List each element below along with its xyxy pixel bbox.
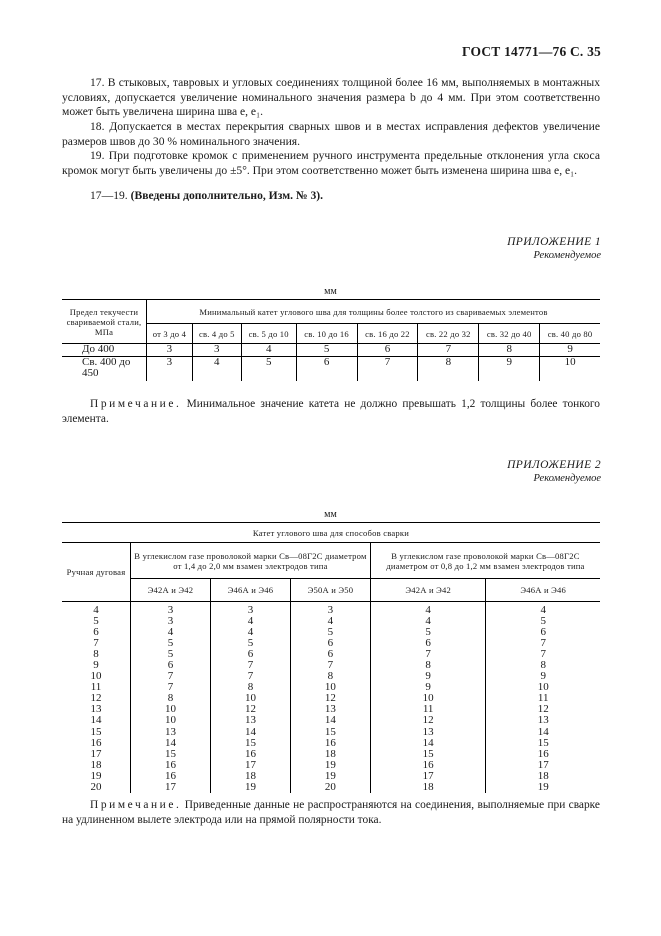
table2-cell: 7 — [210, 660, 290, 671]
table2-cell: 15 — [370, 749, 485, 760]
table2-cell: 12 — [290, 693, 370, 704]
table1-column-header: св. 4 до 5 — [192, 324, 241, 344]
table2-cell: 10 — [537, 681, 549, 694]
table2-cell: 16 — [131, 771, 211, 782]
table2-cell: 4 — [210, 616, 290, 627]
table2-cell: 5 — [62, 616, 131, 627]
table2-cell: 15 — [210, 738, 290, 749]
table2-cell: 18 — [62, 760, 131, 771]
table1-cell: 4 — [192, 357, 241, 382]
table2-cell: 3 — [131, 602, 211, 617]
appendix-2-heading — [507, 459, 601, 485]
table2-subcolumn-header: Э46А и Э46 — [486, 579, 600, 602]
table2-cell: 5 — [210, 638, 290, 649]
table2-cell: 9 — [540, 670, 546, 683]
table2-cell: 18 — [290, 749, 370, 760]
table2-cell: 10 — [62, 671, 131, 682]
table2-cell: 17 — [537, 758, 549, 771]
table1-cell: 8 — [418, 357, 479, 382]
paragraph-17: 17. В стыковых, тавровых и угловых соединениях толщиной более 16 мм, выполняемых в монтажных условиях, допускается увеличение номинального значения размера b до 4 мм. При этом соответственно может быть увеличена ширина шва e, e₁. — [62, 76, 600, 119]
table2-cell: 12 — [370, 715, 485, 726]
table2-cell: 9 — [62, 660, 131, 671]
appendix-2-note: Примечание. Приведенные данные не распространяются на соединения, выполняемые при сварке на удлиненном вылете электрода или на прямой полярности тока. — [62, 799, 600, 826]
table2-subcolumn-header: Э42А и Э42 — [131, 579, 211, 602]
table2-cell: 13 — [210, 715, 290, 726]
table2-cell: 4 — [210, 627, 290, 638]
table1-cell: 3 — [147, 357, 193, 382]
table1-row-label: До 400 — [62, 344, 147, 357]
table1-cell: 6 — [296, 357, 357, 382]
table2-cell: 4 — [370, 616, 485, 627]
table2-cell: 10 — [370, 693, 485, 704]
appendix-1-heading — [507, 236, 601, 262]
table2-cell: 10 — [290, 682, 370, 693]
table2-group1-header: В углекислом газе проволокой марки Св—08Г2С диаметром от 1,4 до 2,0 мм взамен электродов типа — [131, 543, 371, 579]
table2-cell: 3 — [131, 616, 211, 627]
table2-cell: 15 — [62, 727, 131, 738]
page-header: ГОСТ 14771—76 С. 35 — [462, 44, 601, 59]
table1-cell: 9 — [540, 344, 600, 357]
table2-cell: 10 — [210, 693, 290, 704]
table2-cell: 7 — [131, 682, 211, 693]
table2-cell: 16 — [537, 747, 549, 760]
table2-cell: 19 — [210, 782, 290, 793]
table2-row — [62, 715, 600, 726]
table2-cell: 5 — [290, 627, 370, 638]
table1-group-header: Минимальный катет углового шва для толщины более толстого из свариваемых элементов — [147, 300, 601, 324]
table2-cell: 16 — [290, 738, 370, 749]
table1-column-header: от 3 до 4 — [147, 324, 193, 344]
table2-cell: 8 — [210, 682, 290, 693]
table2-cell: 14 — [131, 738, 211, 749]
table2-cell: 18 — [370, 782, 485, 793]
table1-column-header: св. 40 до 80 — [540, 324, 600, 344]
appendix-1-unit: мм — [324, 286, 337, 297]
table2-cell: 10 — [131, 715, 211, 726]
table2-cell: 12 — [62, 693, 131, 704]
table1-cell: 3 — [147, 344, 193, 357]
table2-subcolumn-header: Э46А и Э46 — [210, 579, 290, 602]
table2-row — [62, 602, 600, 617]
table1-cell: 5 — [296, 344, 357, 357]
table1-column-header: св. 22 до 32 — [418, 324, 479, 344]
table2-cell: 17 — [62, 749, 131, 760]
table2-cell: 18 — [537, 769, 549, 782]
table2-cell: 14 — [62, 715, 131, 726]
table2-cell: 19 — [62, 771, 131, 782]
table2-cell: 4 — [62, 602, 131, 617]
appendix-2-subtitle: Рекомендуемое — [533, 473, 601, 484]
table1-cell: 7 — [418, 344, 479, 357]
appendix-1-title: ПРИЛОЖЕНИЕ 1 — [507, 236, 601, 248]
table2-cell: 14 — [210, 727, 290, 738]
table2-subcolumn-header: Э42А и Э42 — [370, 579, 485, 602]
table2-cell: 6 — [540, 626, 546, 639]
table1-cell: 8 — [479, 344, 540, 357]
table1-cell: 10 — [564, 356, 576, 368]
table2-cell: 11 — [370, 704, 485, 715]
table2-cell: 17 — [210, 760, 290, 771]
table2-cell: 7 — [210, 671, 290, 682]
table1-column-header: св. 5 до 10 — [241, 324, 296, 344]
appendix-1-note: Примечание. Минимальное значение катета не должно превышать 1,2 толщины более тонкого элемента. — [62, 398, 600, 425]
table1-cell: 7 — [357, 357, 418, 382]
table2-cell: 16 — [210, 749, 290, 760]
table2-cell: 4 — [290, 616, 370, 627]
appendix-1-table — [62, 299, 600, 381]
appendix-2-unit: мм — [324, 509, 337, 520]
table2-cell: 15 — [537, 736, 549, 749]
table2-group2-header: В углекислом газе проволокой марки Св—08Г2С диаметром от 0,8 до 1,2 мм взамен электродов типа — [370, 543, 600, 579]
table2-cell: 7 — [540, 637, 546, 650]
table1-column-header: св. 10 до 16 — [296, 324, 357, 344]
table2-cell: 15 — [131, 749, 211, 760]
table2-cell: 13 — [370, 727, 485, 738]
table2-cell: 19 — [290, 771, 370, 782]
table2-cell: 14 — [290, 715, 370, 726]
table2-cell: 9 — [370, 671, 485, 682]
table1-cell: 9 — [479, 357, 540, 382]
table1-row-label: Св. 400 до 450 — [62, 357, 147, 382]
table2-cell: 8 — [290, 671, 370, 682]
table2-cell: 8 — [370, 660, 485, 671]
table2-cell: 19 — [537, 780, 549, 793]
table2-cell: 6 — [290, 638, 370, 649]
table2-cell: 15 — [290, 727, 370, 738]
table2-cell: 14 — [370, 738, 485, 749]
table2-cell: 9 — [370, 682, 485, 693]
table2-cell: 6 — [62, 627, 131, 638]
table1-cell: 3 — [192, 344, 241, 357]
table2-cell: 8 — [62, 649, 131, 660]
table2-cell: 7 — [540, 648, 546, 661]
table2-cell: 20 — [290, 782, 370, 793]
table2-cell: 5 — [540, 615, 546, 628]
table2-cell: 13 — [131, 727, 211, 738]
table2-cell: 4 — [131, 627, 211, 638]
paragraph-amendment: 17—19. (Введены дополнительно, Изм. № 3). — [90, 189, 323, 202]
table2-cell: 4 — [370, 602, 485, 617]
table2-cell: 12 — [537, 703, 549, 716]
table2-cell: 4 — [540, 604, 546, 616]
table2-cell: 13 — [62, 704, 131, 715]
table1-column-header: св. 32 до 40 — [479, 324, 540, 344]
table1-cell: 5 — [241, 357, 296, 382]
table1-cell: 6 — [357, 344, 418, 357]
table1-column-header: св. 16 до 22 — [357, 324, 418, 344]
table2-cell: 14 — [537, 725, 549, 738]
table2-cell: 7 — [131, 671, 211, 682]
table2-cell: 6 — [370, 638, 485, 649]
appendix-1-subtitle: Рекомендуемое — [533, 250, 601, 261]
table2-cell: 5 — [370, 627, 485, 638]
table2-cell: 3 — [210, 602, 290, 617]
table2-row — [62, 749, 600, 760]
table2-cell: 6 — [290, 649, 370, 660]
table2-cell: 18 — [210, 771, 290, 782]
table2-cell: 16 — [131, 760, 211, 771]
table2-row — [62, 727, 600, 738]
table1-cell: 4 — [241, 344, 296, 357]
table2-cell: 20 — [62, 782, 131, 793]
table2-cell: 10 — [131, 704, 211, 715]
table2-cell: 7 — [290, 660, 370, 671]
table2-cell: 7 — [62, 638, 131, 649]
table2-row — [62, 782, 600, 793]
appendix-2-title: ПРИЛОЖЕНИЕ 2 — [507, 459, 601, 471]
table2-cell: 16 — [62, 738, 131, 749]
table2-cell: 5 — [131, 638, 211, 649]
table2-cell: 3 — [290, 602, 370, 617]
table2-cell: 7 — [370, 649, 485, 660]
table2-cell: 11 — [62, 682, 131, 693]
table2-cell: 13 — [537, 714, 549, 727]
table2-cell: 11 — [537, 692, 549, 705]
table2-row — [62, 738, 600, 749]
table2-cell: 8 — [131, 693, 211, 704]
table2-cell: 19 — [290, 760, 370, 771]
table2-cell: 5 — [131, 649, 211, 660]
table2-top-header: Катет углового шва для способов сварки — [62, 523, 600, 543]
appendix-2-table — [62, 522, 600, 793]
table2-cell: 8 — [540, 659, 546, 672]
table2-subcolumn-header: Э50А и Э50 — [290, 579, 370, 602]
table1-corner-header: Предел текучести свариваемой стали, МПа — [62, 300, 147, 344]
table2-cell: 6 — [210, 649, 290, 660]
table2-cell: 12 — [210, 704, 290, 715]
table2-cell: 17 — [370, 771, 485, 782]
table2-cell: 13 — [290, 704, 370, 715]
paragraph-18: 18. Допускается в местах перекрытия сварных швов и в местах исправления дефектов увеличение размеров швов до 30 % номинального значения. — [62, 120, 600, 148]
table2-cell: 16 — [370, 760, 485, 771]
paragraph-19: 19. При подготовке кромок с применением ручного инструмента предельные отклонения угла скоса кромок могут быть увеличены до ±5°. При этом соответственно может быть изменена ширина шва e, e₁. — [62, 149, 600, 177]
table2-cell: 17 — [131, 782, 211, 793]
table2-manual-header: Ручная дуговая — [62, 543, 131, 602]
table2-cell: 6 — [131, 660, 211, 671]
